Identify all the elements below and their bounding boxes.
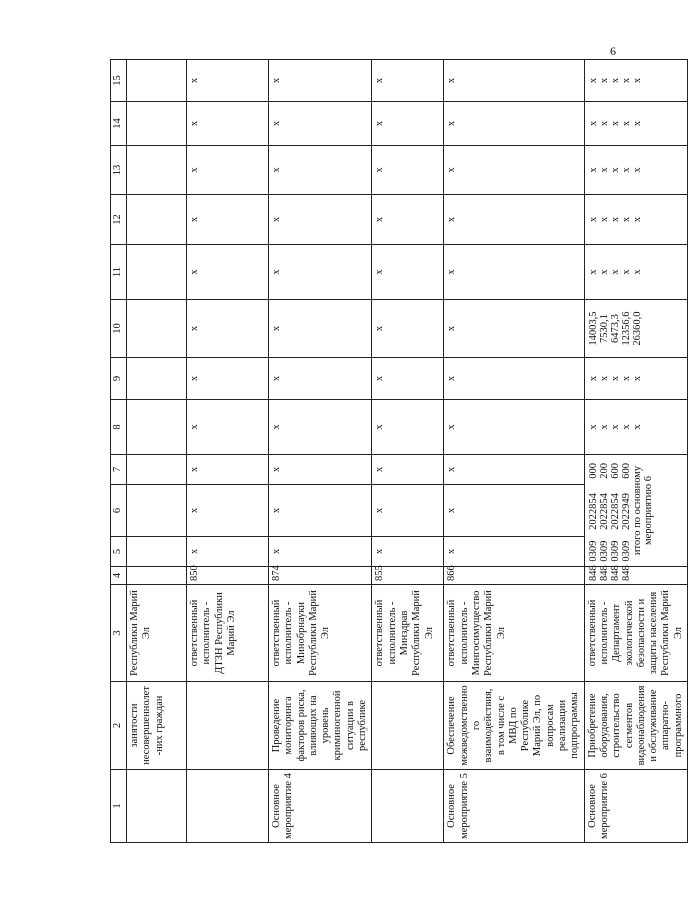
- table-row: [444, 60, 584, 843]
- sub-value: x: [609, 77, 621, 84]
- cell-value: x: [444, 146, 584, 195]
- header-cell: 12: [111, 195, 127, 245]
- sub-value: 7530,1: [598, 314, 610, 343]
- cell-value: [584, 146, 687, 195]
- cell-value: x: [444, 485, 584, 537]
- cell-value: x: [269, 300, 372, 358]
- cell-value: [127, 485, 187, 537]
- total-value: x: [631, 269, 643, 275]
- sub-value: x: [587, 167, 599, 173]
- sub-value: 200: [598, 463, 610, 479]
- total-value: x: [631, 120, 643, 127]
- header-cell: 5: [111, 537, 127, 567]
- sub-value: x: [598, 424, 610, 430]
- cell-value: x: [187, 537, 269, 567]
- sub-value: x: [609, 424, 621, 430]
- sub-value: x: [620, 269, 632, 275]
- cell-value: x: [444, 358, 584, 400]
- cell-description: занятости несовершеннолет-них граждан: [127, 682, 187, 770]
- cell-value: x: [269, 455, 372, 485]
- table-row: [372, 60, 444, 843]
- cell-executor: ответственный исполнитель - Минздрав Республики Марий Эл: [372, 585, 444, 682]
- sub-value: 600: [620, 463, 632, 479]
- page-number: 6: [610, 44, 616, 58]
- sub-value: x: [620, 375, 632, 382]
- sub-value: 2022854: [598, 493, 610, 530]
- cell-event: Основное мероприятие 4: [269, 770, 372, 843]
- cell-value: x: [269, 245, 372, 300]
- cell-value: x: [187, 358, 269, 400]
- cell-executor: ответственный исполнитель - ДТЗН Республики Марий Эл: [187, 585, 269, 682]
- sub-value: 0309: [620, 540, 632, 562]
- cell-value: [584, 60, 687, 102]
- cell-value: x: [187, 485, 269, 537]
- cell-value: x: [187, 60, 269, 102]
- cell-description: Обеспечение межведомственного взаимодействия, в том числе с МВД по Республике Марий Эл, по вопросам реализации подпрограммы: [444, 682, 584, 770]
- cell-value: x: [187, 102, 269, 146]
- cell-value: x: [187, 146, 269, 195]
- cell-value: [127, 102, 187, 146]
- cell-value: [584, 358, 687, 400]
- table-row: [187, 60, 269, 843]
- sub-value: x: [598, 216, 610, 223]
- sub-value: x: [620, 424, 632, 430]
- cell-executor: ответственный исполнитель - Департамент экологической безопасности и защиты населения Республики Марий Эл: [584, 585, 687, 682]
- sub-value: x: [587, 216, 599, 223]
- cell-value: x: [269, 60, 372, 102]
- cell-value: [127, 455, 187, 485]
- cell-value: x: [372, 358, 444, 400]
- sub-value: x: [609, 216, 621, 223]
- total-value: x: [631, 424, 643, 430]
- cell-value: x: [269, 537, 372, 567]
- sub-value: x: [598, 120, 610, 127]
- cell-value: x: [372, 485, 444, 537]
- cell-grbs: 874: [269, 567, 372, 585]
- total-value: x: [631, 77, 643, 84]
- cell-executor: ответственный исполнитель - Минобрнауки Республики Марий Эл: [269, 585, 372, 682]
- cell-value: [584, 102, 687, 146]
- cell-value: [584, 300, 687, 358]
- cell-value: x: [444, 60, 584, 102]
- cell-grbs: [127, 567, 187, 585]
- cell-value: x: [269, 485, 372, 537]
- sub-value: x: [598, 375, 610, 382]
- header-cell: 9: [111, 358, 127, 400]
- cell-value: x: [187, 245, 269, 300]
- cell-event: Основное мероприятие 5: [444, 770, 584, 843]
- cell-value: x: [444, 300, 584, 358]
- header-cell: 13: [111, 146, 127, 195]
- sub-value: x: [609, 167, 621, 173]
- sub-value: x: [587, 77, 599, 84]
- cell-value: [127, 537, 187, 567]
- header-cell: 8: [111, 400, 127, 455]
- cell-value: [584, 195, 687, 245]
- rzpr-column: [588, 539, 632, 563]
- cell-value: x: [187, 400, 269, 455]
- header-cell: 14: [111, 102, 127, 146]
- table-row: [269, 60, 372, 843]
- table-header: [111, 60, 127, 843]
- cell-value: [127, 400, 187, 455]
- sub-value: x: [620, 167, 632, 173]
- header-cell: 3: [111, 585, 127, 682]
- cell-value: x: [372, 195, 444, 245]
- total-value: 26360,0: [631, 311, 643, 346]
- sub-value: 848: [587, 565, 599, 581]
- cell-value: x: [372, 537, 444, 567]
- cell-value: x: [269, 102, 372, 146]
- sub-value: 6473,3: [609, 314, 621, 343]
- cell-value: [127, 358, 187, 400]
- cell-value: [127, 146, 187, 195]
- cell-value: x: [372, 146, 444, 195]
- header-cell: 15: [111, 60, 127, 102]
- cell-value: x: [372, 400, 444, 455]
- total-value: x: [631, 216, 643, 223]
- sub-value: 2022854: [609, 493, 621, 530]
- total-value: x: [631, 167, 643, 173]
- cell-value: x: [269, 358, 372, 400]
- sub-value: 000: [587, 463, 599, 479]
- cell-value: [584, 400, 687, 455]
- cell-grbs: [584, 567, 687, 585]
- sub-value: x: [609, 269, 621, 275]
- sub-value: x: [587, 375, 599, 382]
- table-row: [127, 60, 187, 843]
- cell-description: [187, 682, 269, 770]
- rotated-table-wrapper: [110, 60, 684, 843]
- header-cell: 7: [111, 455, 127, 485]
- cell-value: x: [372, 245, 444, 300]
- cell-value: [127, 300, 187, 358]
- cell-value: x: [444, 245, 584, 300]
- cell-value: x: [444, 455, 584, 485]
- sub-value: 0309: [587, 540, 599, 562]
- budget-table: [110, 59, 688, 843]
- sub-value: x: [587, 269, 599, 275]
- cell-codes: [584, 455, 687, 567]
- sub-value: x: [598, 167, 610, 173]
- cell-executor: ответственный исполнитель - Мингосимущество Республики Марий Эл: [444, 585, 584, 682]
- total-label: итого по основному мероприятию 6: [631, 465, 654, 556]
- cell-grbs: 866: [444, 567, 584, 585]
- sub-value: 2022854: [587, 493, 599, 530]
- cell-value: x: [372, 455, 444, 485]
- sub-value: x: [620, 77, 632, 84]
- cell-grbs: 850: [187, 567, 269, 585]
- sub-value: 848: [609, 565, 621, 581]
- cell-event: Основное мероприятие 6: [584, 770, 687, 843]
- sub-value: 12356,6: [620, 311, 632, 346]
- sub-value: x: [598, 269, 610, 275]
- header-cell: 4: [111, 567, 127, 585]
- cell-description: Проведение мониторинга факторов риска, влияющих на уровень криминогенной ситуации в республике: [269, 682, 372, 770]
- header-cell: 1: [111, 770, 127, 843]
- sub-value: 0309: [598, 540, 610, 562]
- cell-value: x: [269, 146, 372, 195]
- cell-value: [127, 60, 187, 102]
- cell-value: x: [444, 102, 584, 146]
- cell-value: x: [187, 455, 269, 485]
- header-cell: 6: [111, 485, 127, 537]
- sub-value: x: [587, 120, 599, 127]
- sub-value: x: [587, 424, 599, 430]
- cell-event: [372, 770, 444, 843]
- cell-value: x: [372, 60, 444, 102]
- cell-value: x: [187, 300, 269, 358]
- total-value: x: [631, 375, 643, 382]
- cell-executor: Республики Марий Эл: [127, 585, 187, 682]
- cell-grbs: 855: [372, 567, 444, 585]
- vr-column: [588, 458, 632, 484]
- cell-value: x: [269, 195, 372, 245]
- cell-value: [127, 195, 187, 245]
- sub-value: x: [598, 77, 610, 84]
- sub-value: 14003,5: [587, 311, 599, 346]
- sub-value: x: [609, 120, 621, 127]
- cell-value: [127, 245, 187, 300]
- cell-event: [127, 770, 187, 843]
- cell-value: x: [372, 300, 444, 358]
- cell-event: [187, 770, 269, 843]
- table-row-event-6: [584, 60, 687, 843]
- csr-column: [588, 484, 632, 539]
- sub-value: x: [620, 120, 632, 127]
- cell-description: Приобретение оборудования, строительство сегментов видеонаблюдения и обслуживание аппаратно-программного: [584, 682, 687, 770]
- cell-value: x: [187, 195, 269, 245]
- cell-value: x: [444, 195, 584, 245]
- cell-value: [584, 245, 687, 300]
- header-cell: 10: [111, 300, 127, 358]
- sub-value: x: [620, 216, 632, 223]
- sub-value: 848: [598, 565, 610, 581]
- header-cell: 2: [111, 682, 127, 770]
- cell-description: [372, 682, 444, 770]
- sub-value: 600: [609, 463, 621, 479]
- sub-value: 848: [620, 565, 632, 581]
- sub-value: 2022949: [620, 493, 632, 530]
- sub-value: x: [609, 375, 621, 382]
- cell-value: x: [444, 537, 584, 567]
- cell-value: x: [444, 400, 584, 455]
- sub-value: 0309: [609, 540, 621, 562]
- header-cell: 11: [111, 245, 127, 300]
- cell-value: x: [269, 400, 372, 455]
- cell-value: x: [372, 102, 444, 146]
